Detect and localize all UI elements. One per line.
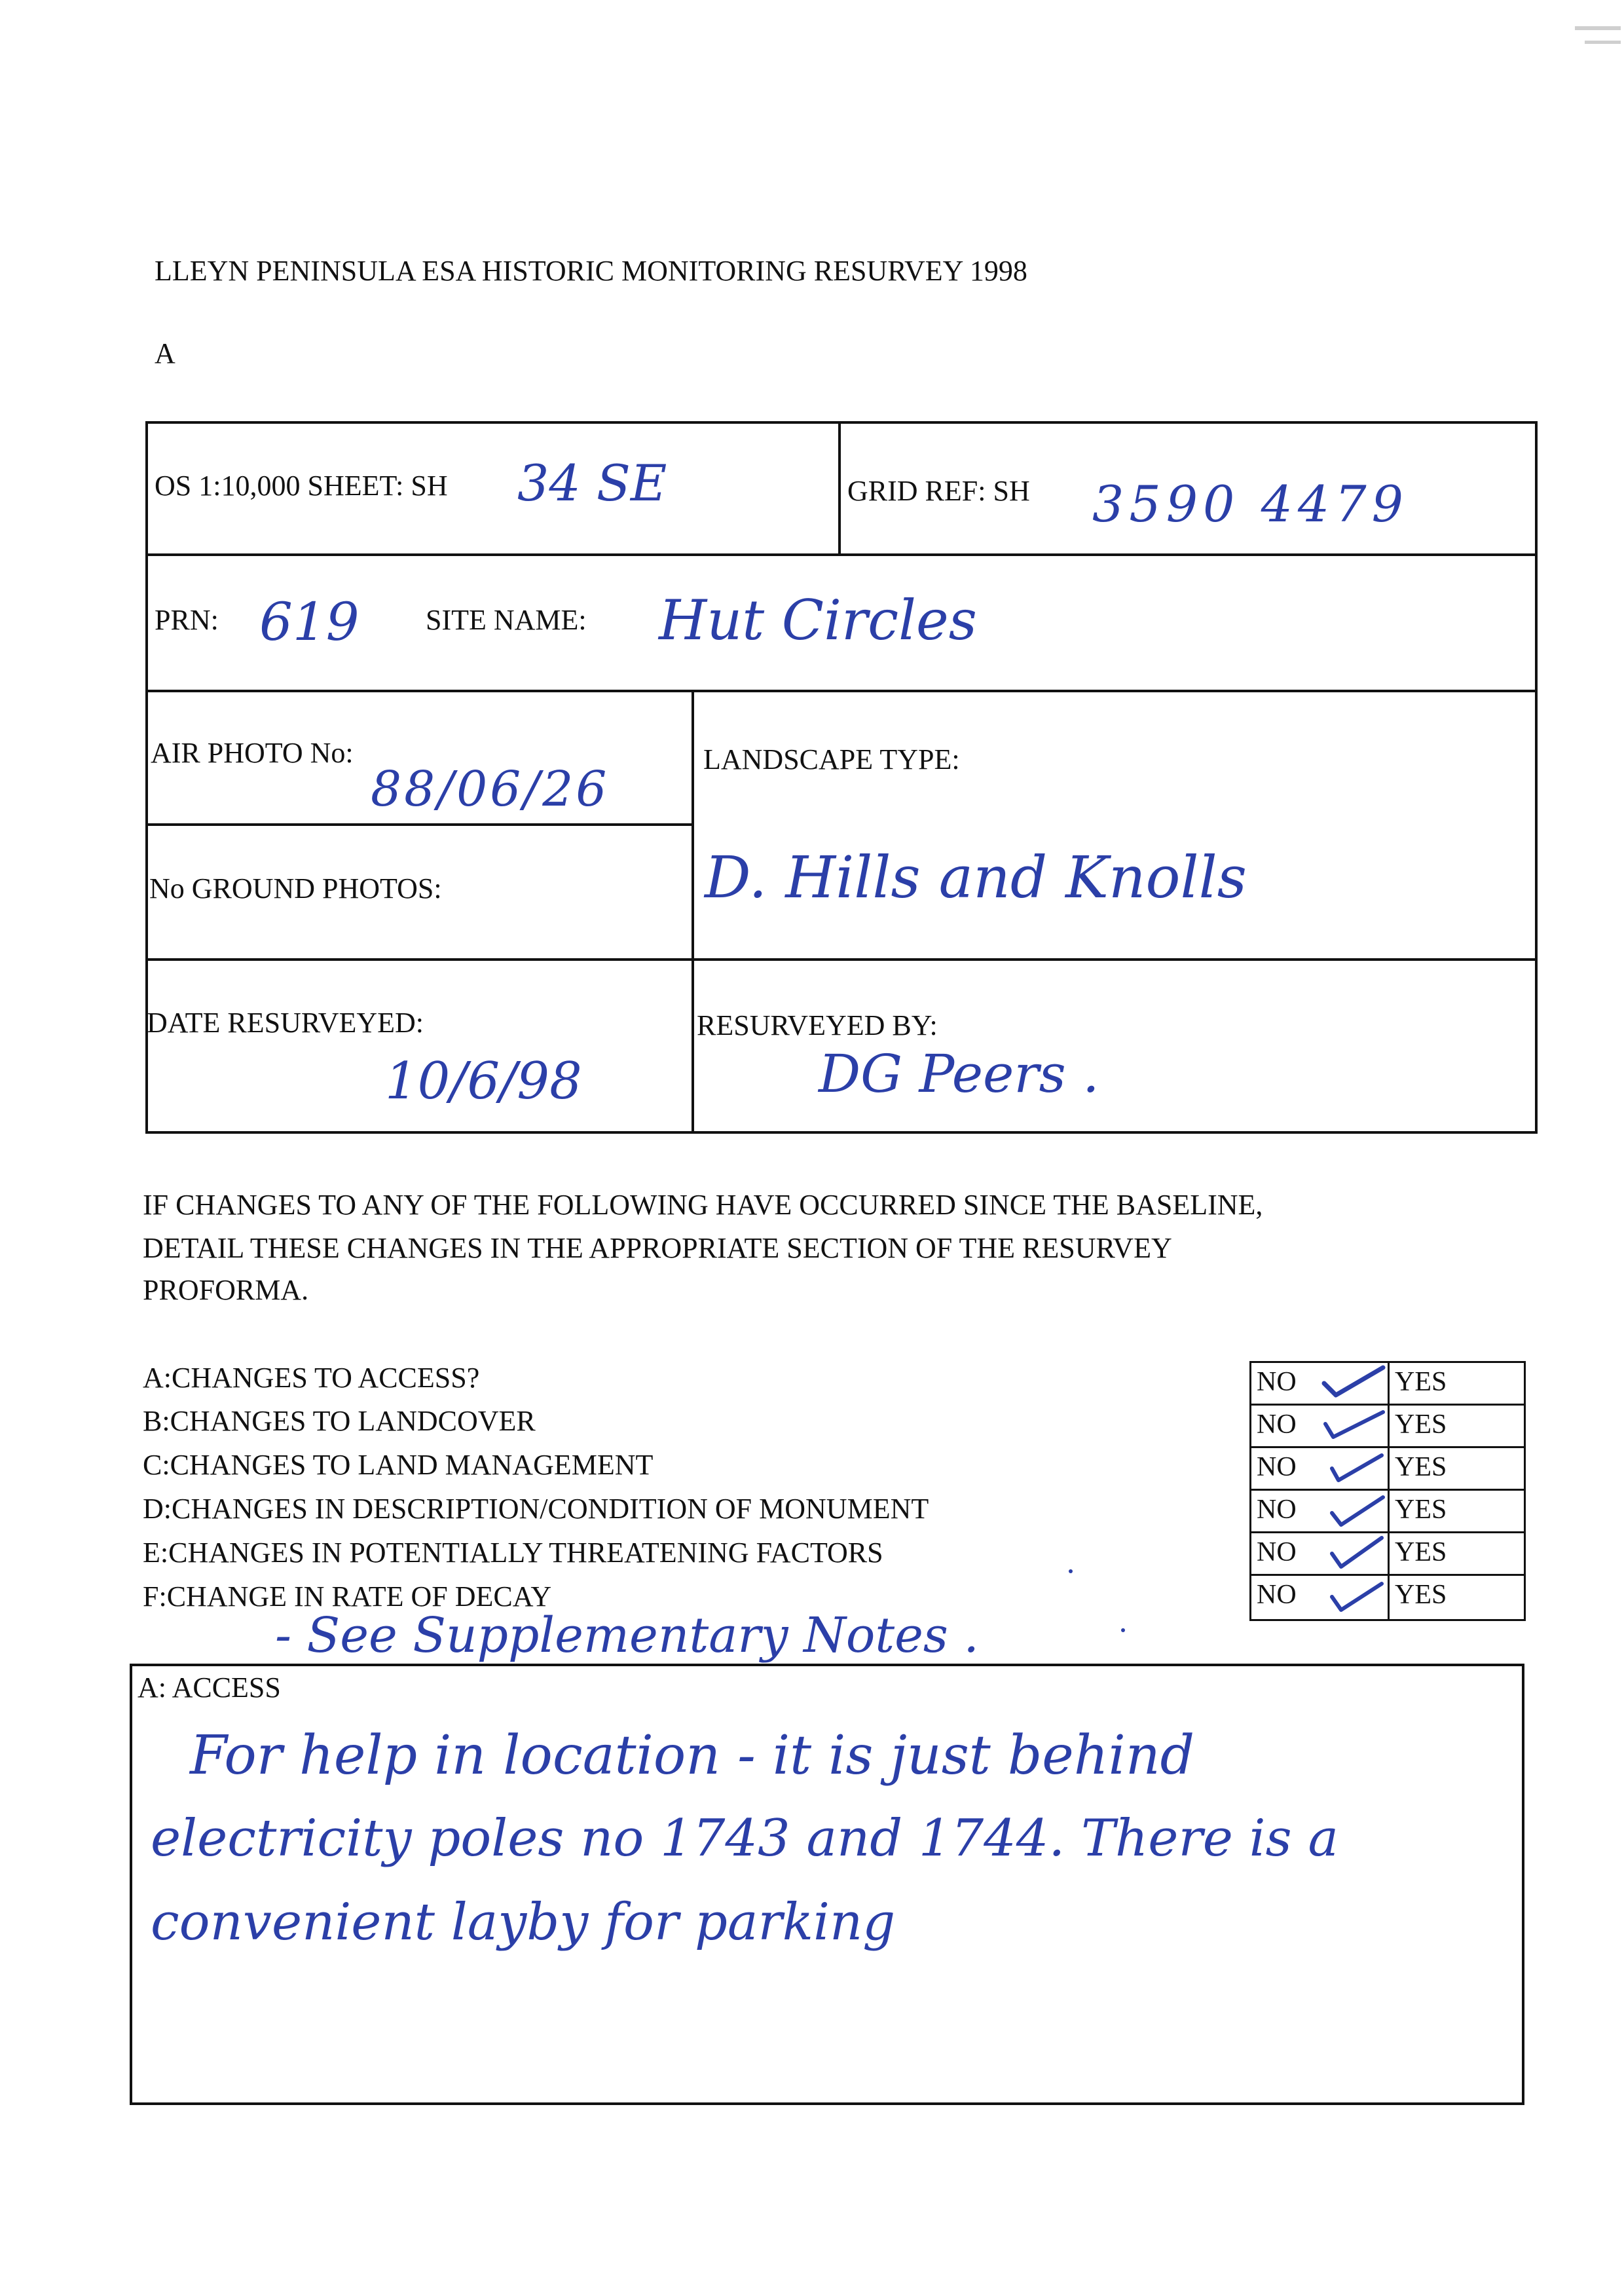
tick-mark-icon bbox=[1318, 1406, 1390, 1445]
row-divider bbox=[145, 553, 1538, 556]
resurveyed-by-value: DG Peers . bbox=[819, 1043, 1099, 1104]
row-divider bbox=[145, 823, 694, 826]
landscape-type-value: D. Hills and Knolls bbox=[705, 844, 1247, 911]
prn-label: PRN: bbox=[155, 604, 219, 636]
row-divider bbox=[145, 958, 1538, 961]
instruction-line: DETAIL THESE CHANGES IN THE APPROPRIATE SECTION OF THE RESURVEY bbox=[143, 1232, 1172, 1264]
yes-cell[interactable]: YES bbox=[1388, 1404, 1526, 1448]
access-text-line: electricity poles no 1743 and 1744. There is a bbox=[151, 1809, 1338, 1868]
change-c-label: C:CHANGES TO LAND MANAGEMENT bbox=[143, 1449, 654, 1481]
change-e-label: E:CHANGES IN POTENTIALLY THREATENING FACTORS bbox=[143, 1537, 883, 1569]
change-f-label: F:CHANGE IN RATE OF DECAY bbox=[143, 1580, 552, 1613]
instruction-line: IF CHANGES TO ANY OF THE FOLLOWING HAVE OCCURRED SINCE THE BASELINE, bbox=[143, 1189, 1263, 1221]
col-divider bbox=[838, 421, 841, 556]
change-d-label: D:CHANGES IN DESCRIPTION/CONDITION OF MONUMENT bbox=[143, 1493, 929, 1525]
tick-mark-icon bbox=[1323, 1449, 1388, 1488]
change-a-label: A:CHANGES TO ACCESS? bbox=[143, 1362, 480, 1394]
access-text-line: convenient layby for parking bbox=[151, 1893, 896, 1952]
ground-photos-label: No GROUND PHOTOS: bbox=[149, 872, 442, 905]
form-title: LLEYN PENINSULA ESA HISTORIC MONITORING RESURVEY 1998 bbox=[155, 255, 1027, 287]
row-divider bbox=[145, 690, 1538, 692]
form-letter: A bbox=[155, 337, 175, 369]
site-name-value: Hut Circles bbox=[659, 588, 977, 652]
tick-mark-icon bbox=[1323, 1491, 1388, 1530]
air-photo-value: 88/06/26 bbox=[371, 761, 610, 817]
change-b-label: B:CHANGES TO LANDCOVER bbox=[143, 1405, 536, 1437]
yes-cell[interactable]: YES bbox=[1388, 1531, 1526, 1576]
yes-cell[interactable]: YES bbox=[1388, 1361, 1526, 1406]
tick-mark-icon bbox=[1318, 1362, 1390, 1402]
os-sheet-label: OS 1:10,000 SHEET: SH bbox=[155, 470, 448, 502]
air-photo-label: AIR PHOTO No: bbox=[151, 737, 354, 769]
supplementary-note: - See Supplementary Notes . bbox=[275, 1607, 979, 1664]
date-resurveyed-label: DATE RESURVEYED: bbox=[147, 1007, 424, 1039]
grid-ref-value: 3590 4479 bbox=[1092, 475, 1409, 533]
landscape-type-label: LANDSCAPE TYPE: bbox=[703, 743, 960, 775]
no-cell[interactable]: NO bbox=[1249, 1531, 1390, 1576]
no-cell[interactable]: NO bbox=[1249, 1404, 1390, 1448]
col-divider bbox=[692, 690, 694, 1134]
access-text-line: For help in location - it is just behind bbox=[190, 1725, 1195, 1787]
os-sheet-value: 34 SE bbox=[517, 454, 667, 512]
tick-mark-icon bbox=[1323, 1533, 1388, 1572]
date-resurveyed-value: 10/6/98 bbox=[385, 1052, 582, 1111]
scan-mark bbox=[1585, 41, 1621, 44]
pen-mark bbox=[1121, 1628, 1125, 1632]
yes-cell[interactable]: YES bbox=[1388, 1489, 1526, 1533]
site-name-label: SITE NAME: bbox=[426, 604, 587, 636]
yes-cell[interactable]: YES bbox=[1388, 1574, 1526, 1621]
no-cell[interactable]: NO bbox=[1249, 1446, 1390, 1491]
no-cell[interactable]: NO bbox=[1249, 1361, 1390, 1406]
prn-value: 619 bbox=[259, 591, 360, 652]
no-cell[interactable]: NO bbox=[1249, 1574, 1390, 1621]
access-label: A: ACCESS bbox=[138, 1671, 281, 1704]
grid-ref-label: GRID REF: SH bbox=[847, 475, 1030, 507]
pen-mark bbox=[1069, 1569, 1073, 1573]
resurveyed-by-label: RESURVEYED BY: bbox=[697, 1009, 938, 1041]
instruction-line: PROFORMA. bbox=[143, 1274, 309, 1306]
no-cell[interactable]: NO bbox=[1249, 1489, 1390, 1533]
scan-mark bbox=[1575, 26, 1621, 30]
tick-mark-icon bbox=[1323, 1577, 1388, 1616]
yes-cell[interactable]: YES bbox=[1388, 1446, 1526, 1491]
